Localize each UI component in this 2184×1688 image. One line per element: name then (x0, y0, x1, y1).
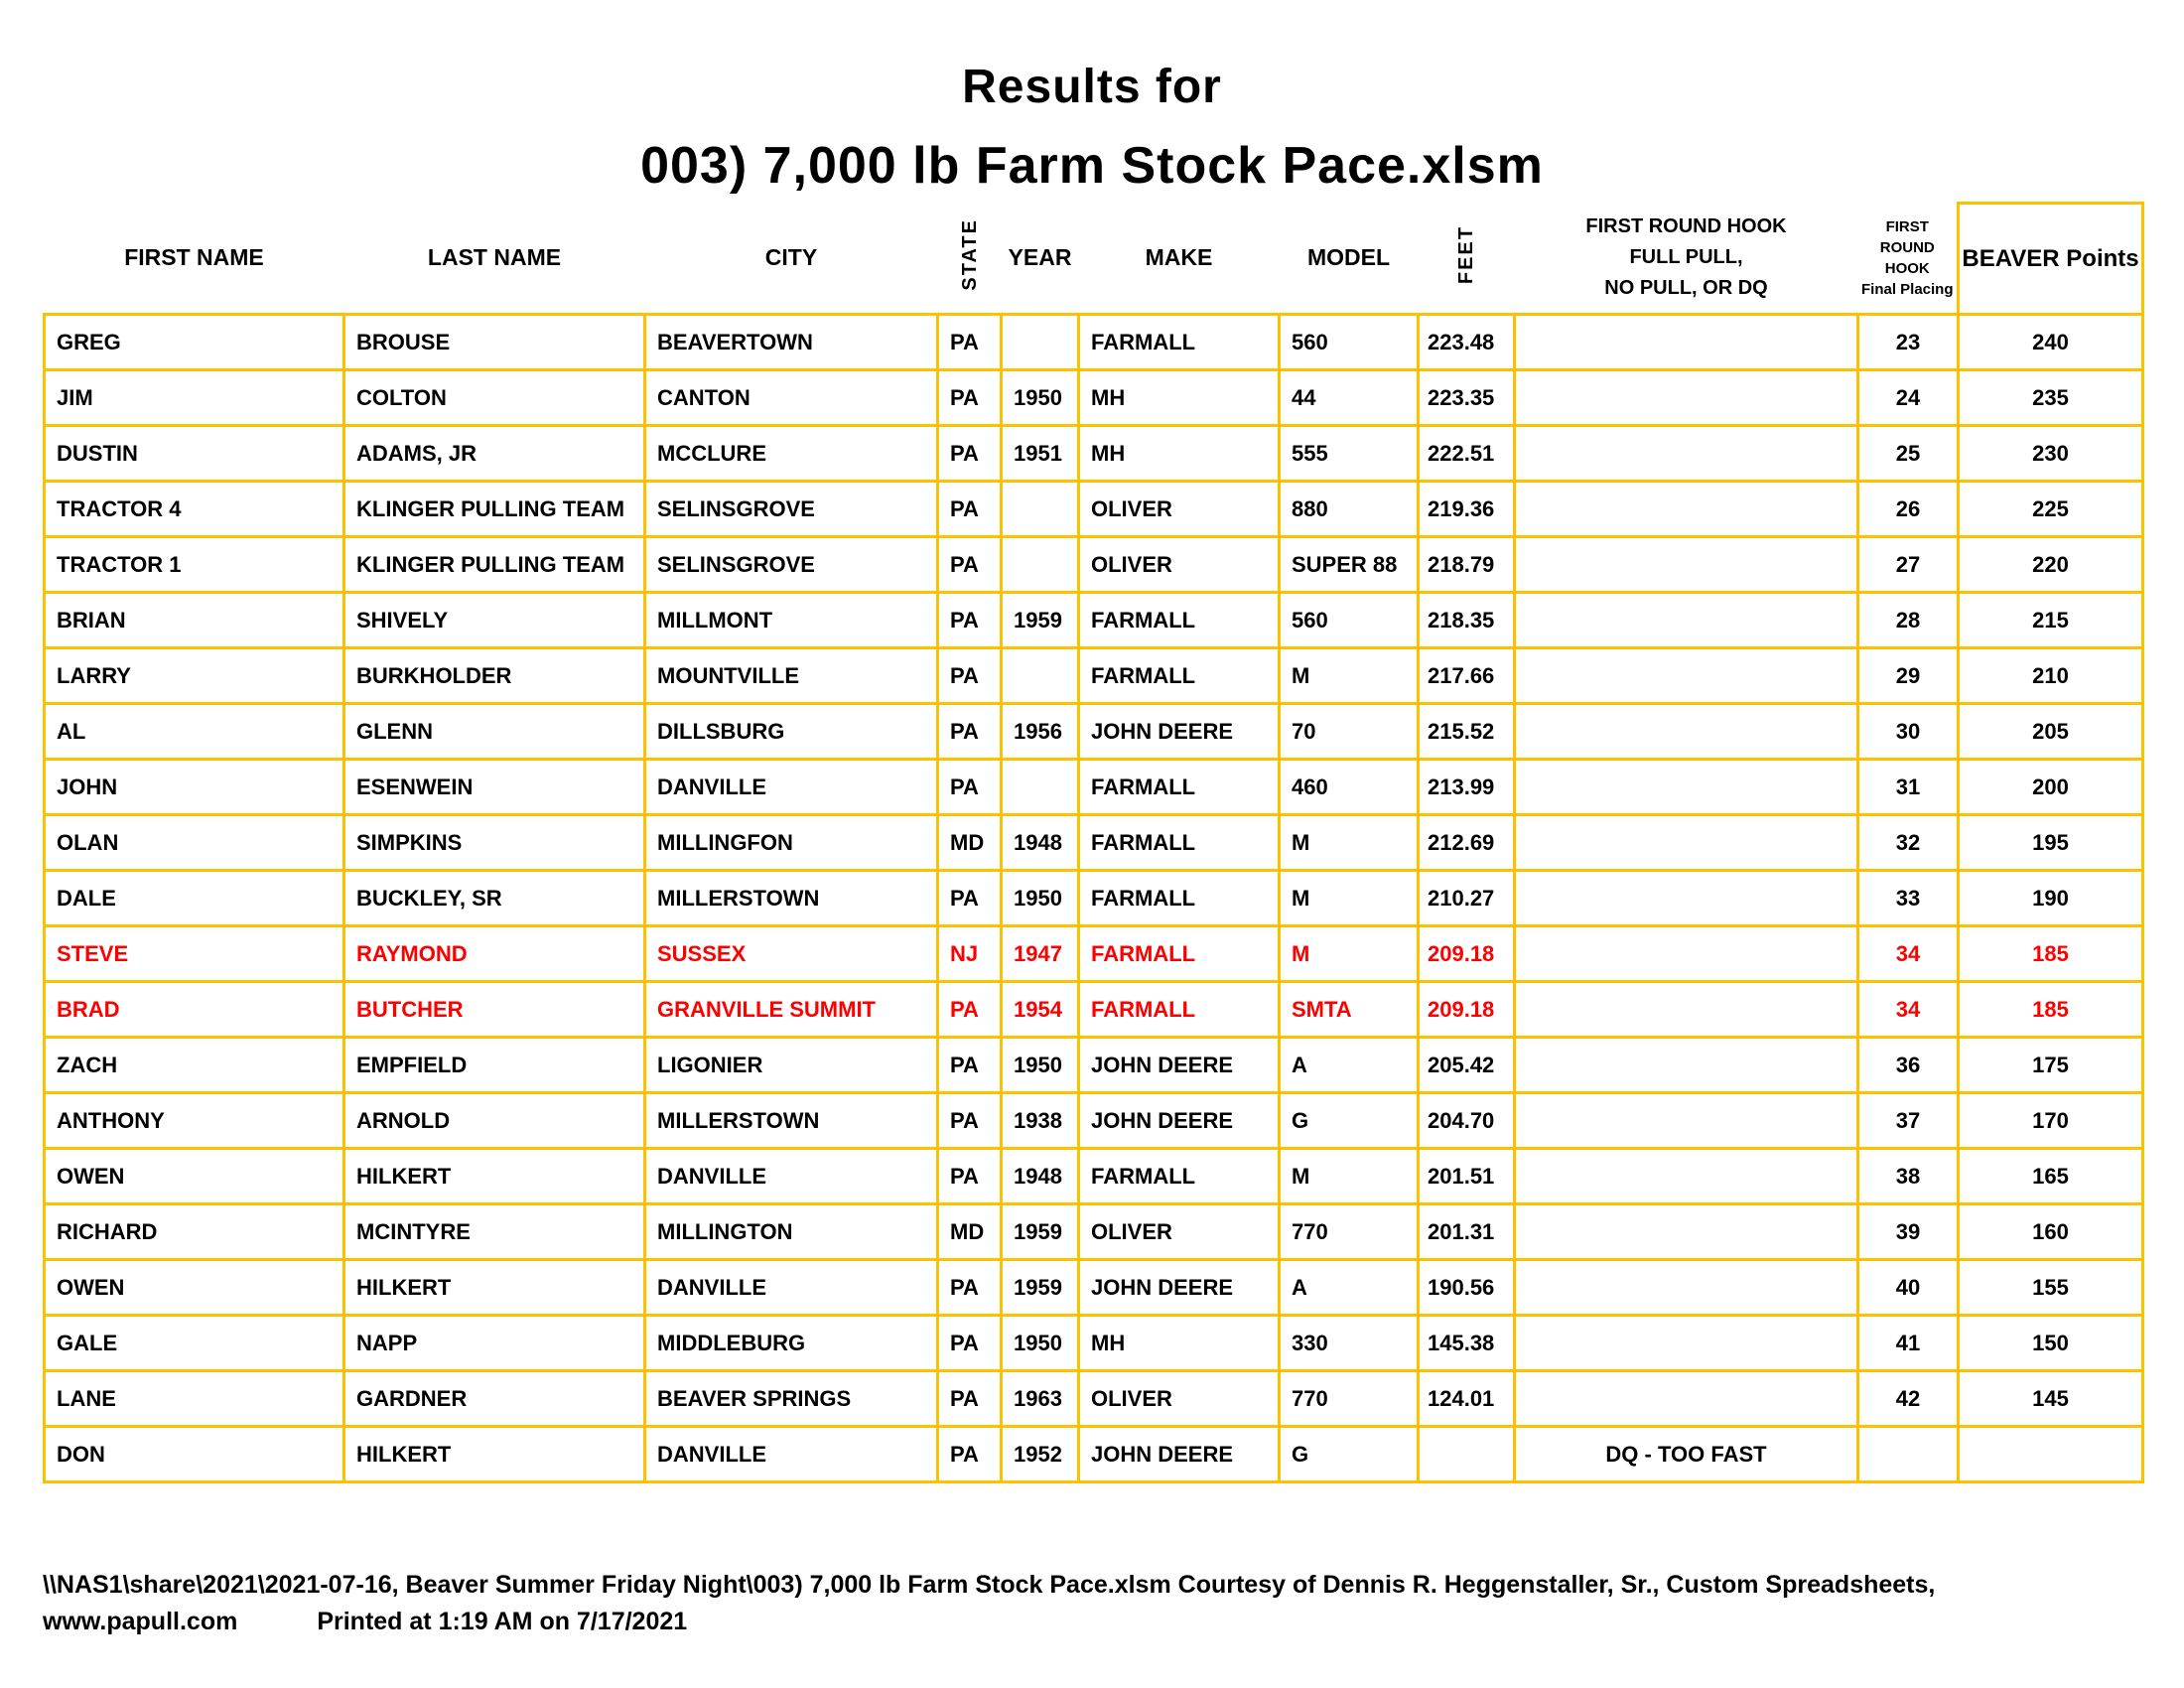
cell-hook-result (1515, 704, 1858, 760)
cell-hook-result (1515, 760, 1858, 815)
cell-state: PA (938, 982, 1002, 1038)
cell-year: 1950 (1002, 1038, 1079, 1093)
cell-beaver-points: 145 (1959, 1371, 2143, 1427)
cell-last-name: BURKHOLDER (344, 648, 645, 704)
cell-make: FARMALL (1079, 982, 1280, 1038)
cell-last-name: ADAMS, JR (344, 426, 645, 482)
cell-first-name: DUSTIN (45, 426, 344, 482)
cell-make: JOHN DEERE (1079, 704, 1280, 760)
cell-last-name: ARNOLD (344, 1093, 645, 1149)
col-header-make: MAKE (1145, 244, 1213, 271)
cell-model: G (1280, 1093, 1419, 1149)
cell-year: 1948 (1002, 1149, 1079, 1204)
cell-beaver-points: 195 (1959, 815, 2143, 871)
cell-city: MILLINGTON (645, 1204, 938, 1260)
cell-final-placing: 38 (1858, 1149, 1959, 1204)
cell-first-name: OLAN (45, 815, 344, 871)
cell-last-name: BROUSE (344, 315, 645, 370)
cell-final-placing: 36 (1858, 1038, 1959, 1093)
cell-hook-result (1515, 871, 1858, 926)
cell-beaver-points: 210 (1959, 648, 2143, 704)
cell-first-name: ANTHONY (45, 1093, 344, 1149)
cell-beaver-points: 185 (1959, 982, 2143, 1038)
cell-feet: 217.66 (1419, 648, 1515, 704)
cell-model: A (1280, 1038, 1419, 1093)
cell-city: LIGONIER (645, 1038, 938, 1093)
cell-make: OLIVER (1079, 1204, 1280, 1260)
cell-last-name: SIMPKINS (344, 815, 645, 871)
cell-hook-result (1515, 482, 1858, 537)
cell-year (1002, 482, 1079, 537)
cell-make: OLIVER (1079, 1371, 1280, 1427)
cell-feet: 215.52 (1419, 704, 1515, 760)
cell-model: 555 (1280, 426, 1419, 482)
cell-model: SMTA (1280, 982, 1419, 1038)
cell-make: FARMALL (1079, 760, 1280, 815)
cell-state: PA (938, 648, 1002, 704)
cell-feet: 210.27 (1419, 871, 1515, 926)
cell-state: NJ (938, 926, 1002, 982)
cell-year: 1951 (1002, 426, 1079, 482)
cell-year: 1952 (1002, 1427, 1079, 1482)
cell-beaver-points: 240 (1959, 315, 2143, 370)
cell-city: CANTON (645, 370, 938, 426)
cell-model: 560 (1280, 593, 1419, 648)
cell-state: PA (938, 482, 1002, 537)
cell-city: DILLSBURG (645, 704, 938, 760)
cell-city: MILLMONT (645, 593, 938, 648)
cell-city: SELINSGROVE (645, 537, 938, 593)
cell-last-name: NAPP (344, 1316, 645, 1371)
table-row (45, 982, 2143, 1038)
cell-feet: 223.48 (1419, 315, 1515, 370)
cell-model: 770 (1280, 1204, 1419, 1260)
cell-feet: 219.36 (1419, 482, 1515, 537)
cell-model: 880 (1280, 482, 1419, 537)
col-header-feet-label: FEET (1455, 225, 1477, 285)
table-row (45, 315, 2143, 370)
cell-year: 1950 (1002, 1316, 1079, 1371)
cell-model: G (1280, 1427, 1419, 1482)
cell-hook-result (1515, 1093, 1858, 1149)
cell-first-name: LARRY (45, 648, 344, 704)
cell-beaver-points: 185 (1959, 926, 2143, 982)
cell-first-name: JIM (45, 370, 344, 426)
cell-beaver-points: 225 (1959, 482, 2143, 537)
footer-website: www.papull.com (43, 1608, 238, 1635)
cell-last-name: KLINGER PULLING TEAM (344, 537, 645, 593)
cell-city: DANVILLE (645, 1260, 938, 1316)
cell-state: PA (938, 760, 1002, 815)
cell-state: PA (938, 426, 1002, 482)
cell-state: PA (938, 1038, 1002, 1093)
cell-feet: 212.69 (1419, 815, 1515, 871)
cell-beaver-points: 160 (1959, 1204, 2143, 1260)
cell-hook-result (1515, 648, 1858, 704)
cell-hook-result (1515, 1204, 1858, 1260)
cell-final-placing: 34 (1858, 982, 1959, 1038)
cell-hook-result (1515, 537, 1858, 593)
cell-model: 330 (1280, 1316, 1419, 1371)
cell-year: 1959 (1002, 1260, 1079, 1316)
cell-year: 1963 (1002, 1371, 1079, 1427)
col-header-city: CITY (764, 244, 818, 271)
cell-first-name: OWEN (45, 1149, 344, 1204)
cell-beaver-points: 170 (1959, 1093, 2143, 1149)
cell-model: 460 (1280, 760, 1419, 815)
cell-beaver-points: 230 (1959, 426, 2143, 482)
cell-last-name: HILKERT (344, 1260, 645, 1316)
cell-city: GRANVILLE SUMMIT (645, 982, 938, 1038)
cell-hook-result (1515, 1316, 1858, 1371)
cell-city: MILLERSTOWN (645, 871, 938, 926)
cell-city: MILLERSTOWN (645, 1093, 938, 1149)
hook-header-line-2: FULL PULL, (1629, 246, 1743, 269)
cell-first-name: RICHARD (45, 1204, 344, 1260)
page-title: Results for (962, 61, 1222, 113)
cell-final-placing: 42 (1858, 1371, 1959, 1427)
cell-last-name: BUCKLEY, SR (344, 871, 645, 926)
cell-first-name: TRACTOR 1 (45, 537, 344, 593)
cell-feet: 218.79 (1419, 537, 1515, 593)
cell-last-name: HILKERT (344, 1149, 645, 1204)
table-row (45, 815, 2143, 871)
table-row (45, 871, 2143, 926)
cell-final-placing: 23 (1858, 315, 1959, 370)
cell-final-placing: 34 (1858, 926, 1959, 982)
cell-last-name: GARDNER (344, 1371, 645, 1427)
col-header-state-label: STATE (958, 218, 981, 292)
table-row (45, 1038, 2143, 1093)
cell-first-name: JOHN (45, 760, 344, 815)
col-header-first-round-hook (1515, 204, 1858, 315)
cell-beaver-points: 200 (1959, 760, 2143, 815)
file-title: 003) 7,000 lb Farm Stock Pace.xlsm (640, 137, 1544, 195)
cell-beaver-points: 215 (1959, 593, 2143, 648)
cell-first-name: BRAD (45, 982, 344, 1038)
cell-model: A (1280, 1260, 1419, 1316)
table-row (45, 1149, 2143, 1204)
cell-make: OLIVER (1079, 482, 1280, 537)
cell-year: 1938 (1002, 1093, 1079, 1149)
cell-year: 1947 (1002, 926, 1079, 982)
cell-final-placing: 26 (1858, 482, 1959, 537)
cell-city: DANVILLE (645, 1149, 938, 1204)
cell-hook-result (1515, 593, 1858, 648)
cell-last-name: COLTON (344, 370, 645, 426)
hook-header-line-1: FIRST ROUND HOOK (1585, 215, 1787, 238)
col-header-feet (1419, 204, 1515, 315)
results-table (43, 202, 2144, 1483)
placing-header-line-3: Final Placing (1860, 280, 1954, 298)
cell-first-name: LANE (45, 1371, 344, 1427)
cell-make: JOHN DEERE (1079, 1427, 1280, 1482)
cell-model: SUPER 88 (1280, 537, 1419, 593)
cell-hook-result (1515, 370, 1858, 426)
cell-first-name: TRACTOR 4 (45, 482, 344, 537)
cell-model: 560 (1280, 315, 1419, 370)
cell-year (1002, 648, 1079, 704)
footer-printed-timestamp: Printed at 1:19 AM on 7/17/2021 (317, 1608, 688, 1635)
cell-year: 1950 (1002, 871, 1079, 926)
cell-last-name: HILKERT (344, 1427, 645, 1482)
cell-final-placing: 33 (1858, 871, 1959, 926)
col-header-last-name: LAST NAME (427, 244, 562, 271)
cell-beaver-points (1959, 1427, 2143, 1482)
cell-make: FARMALL (1079, 815, 1280, 871)
cell-make: MH (1079, 370, 1280, 426)
cell-first-name: GREG (45, 315, 344, 370)
table-row (45, 1260, 2143, 1316)
cell-feet: 124.01 (1419, 1371, 1515, 1427)
cell-state: PA (938, 593, 1002, 648)
cell-year (1002, 537, 1079, 593)
cell-first-name: GALE (45, 1316, 344, 1371)
cell-state: PA (938, 1149, 1002, 1204)
cell-feet: 209.18 (1419, 926, 1515, 982)
cell-beaver-points: 155 (1959, 1260, 2143, 1316)
cell-make: MH (1079, 426, 1280, 482)
cell-make: JOHN DEERE (1079, 1093, 1280, 1149)
table-row (45, 704, 2143, 760)
table-row (45, 593, 2143, 648)
cell-city: SELINSGROVE (645, 482, 938, 537)
cell-hook-result (1515, 815, 1858, 871)
cell-state: MD (938, 1204, 1002, 1260)
cell-model: M (1280, 926, 1419, 982)
cell-hook-result (1515, 1260, 1858, 1316)
cell-final-placing: 25 (1858, 426, 1959, 482)
cell-make: JOHN DEERE (1079, 1260, 1280, 1316)
cell-feet (1419, 1427, 1515, 1482)
cell-last-name: GLENN (344, 704, 645, 760)
cell-hook-result (1515, 426, 1858, 482)
cell-make: JOHN DEERE (1079, 1038, 1280, 1093)
cell-last-name: KLINGER PULLING TEAM (344, 482, 645, 537)
cell-make: FARMALL (1079, 926, 1280, 982)
cell-city: MIDDLEBURG (645, 1316, 938, 1371)
cell-make: FARMALL (1079, 648, 1280, 704)
cell-year: 1954 (1002, 982, 1079, 1038)
cell-city: SUSSEX (645, 926, 938, 982)
cell-city: MOUNTVILLE (645, 648, 938, 704)
cell-state: MD (938, 815, 1002, 871)
cell-city: BEAVER SPRINGS (645, 1371, 938, 1427)
cell-make: FARMALL (1079, 871, 1280, 926)
cell-last-name: EMPFIELD (344, 1038, 645, 1093)
header-row (45, 204, 2143, 315)
col-header-state (938, 204, 1002, 315)
table-row (45, 648, 2143, 704)
cell-beaver-points: 235 (1959, 370, 2143, 426)
cell-model: M (1280, 815, 1419, 871)
footer (43, 1567, 2184, 1640)
table-row (45, 1316, 2143, 1371)
cell-hook-result (1515, 1038, 1858, 1093)
cell-final-placing: 39 (1858, 1204, 1959, 1260)
cell-year (1002, 760, 1079, 815)
cell-final-placing: 32 (1858, 815, 1959, 871)
cell-hook-result: DQ - TOO FAST (1515, 1427, 1858, 1482)
cell-state: PA (938, 1316, 1002, 1371)
col-header-year: YEAR (1008, 244, 1072, 271)
cell-model: 70 (1280, 704, 1419, 760)
cell-state: PA (938, 1427, 1002, 1482)
cell-last-name: RAYMOND (344, 926, 645, 982)
cell-state: PA (938, 871, 1002, 926)
cell-model: M (1280, 1149, 1419, 1204)
table-row (45, 760, 2143, 815)
cell-final-placing: 28 (1858, 593, 1959, 648)
cell-state: PA (938, 537, 1002, 593)
cell-final-placing: 41 (1858, 1316, 1959, 1371)
placing-header-line-1: FIRST ROUND (1879, 217, 1935, 256)
cell-first-name: AL (45, 704, 344, 760)
table-row (45, 482, 2143, 537)
cell-state: PA (938, 1260, 1002, 1316)
cell-hook-result (1515, 1371, 1858, 1427)
cell-city: DANVILLE (645, 1427, 938, 1482)
cell-beaver-points: 165 (1959, 1149, 2143, 1204)
cell-beaver-points: 190 (1959, 871, 2143, 926)
cell-first-name: STEVE (45, 926, 344, 982)
cell-feet: 209.18 (1419, 982, 1515, 1038)
cell-final-placing: 37 (1858, 1093, 1959, 1149)
cell-city: MILLINGFON (645, 815, 938, 871)
cell-last-name: MCINTYRE (344, 1204, 645, 1260)
cell-make: MH (1079, 1316, 1280, 1371)
cell-make: FARMALL (1079, 315, 1280, 370)
cell-state: PA (938, 1371, 1002, 1427)
table-row (45, 1204, 2143, 1260)
cell-year: 1956 (1002, 704, 1079, 760)
cell-beaver-points: 175 (1959, 1038, 2143, 1093)
cell-city: MCCLURE (645, 426, 938, 482)
cell-last-name: ESENWEIN (344, 760, 645, 815)
table-row (45, 926, 2143, 982)
cell-feet: 201.51 (1419, 1149, 1515, 1204)
cell-final-placing: 29 (1858, 648, 1959, 704)
cell-hook-result (1515, 926, 1858, 982)
cell-model: M (1280, 871, 1419, 926)
cell-last-name: BUTCHER (344, 982, 645, 1038)
cell-beaver-points: 220 (1959, 537, 2143, 593)
cell-first-name: OWEN (45, 1260, 344, 1316)
col-header-beaver-points: BEAVER Points (1959, 204, 2143, 315)
cell-feet: 213.99 (1419, 760, 1515, 815)
cell-feet: 201.31 (1419, 1204, 1515, 1260)
hook-header-line-3: NO PULL, OR DQ (1604, 277, 1768, 300)
cell-feet: 222.51 (1419, 426, 1515, 482)
cell-model: M (1280, 648, 1419, 704)
cell-year (1002, 315, 1079, 370)
table-row (45, 1427, 2143, 1482)
cell-feet: 204.70 (1419, 1093, 1515, 1149)
cell-hook-result (1515, 1149, 1858, 1204)
cell-beaver-points: 150 (1959, 1316, 2143, 1371)
cell-feet: 145.38 (1419, 1316, 1515, 1371)
cell-hook-result (1515, 982, 1858, 1038)
cell-first-name: DALE (45, 871, 344, 926)
cell-make: FARMALL (1079, 593, 1280, 648)
cell-city: BEAVERTOWN (645, 315, 938, 370)
cell-model: 770 (1280, 1371, 1419, 1427)
col-header-final-placing (1858, 204, 1959, 315)
cell-city: DANVILLE (645, 760, 938, 815)
cell-final-placing (1858, 1427, 1959, 1482)
cell-feet: 218.35 (1419, 593, 1515, 648)
cell-final-placing: 40 (1858, 1260, 1959, 1316)
cell-year: 1959 (1002, 1204, 1079, 1260)
cell-year: 1950 (1002, 370, 1079, 426)
cell-final-placing: 30 (1858, 704, 1959, 760)
table-row (45, 370, 2143, 426)
cell-make: FARMALL (1079, 1149, 1280, 1204)
footer-file-path: \\NAS1\share\2021\2021-07-16, Beaver Summer Friday Night\003) 7,000 lb Farm Stock Pace.xlsm Courtesy of Dennis R. Heggenstaller, Sr., Custom Spreadsheets, (43, 1571, 1936, 1599)
table-row (45, 1371, 2143, 1427)
placing-header-line-2: HOOK (1884, 259, 1930, 277)
cell-state: PA (938, 315, 1002, 370)
table-row (45, 537, 2143, 593)
cell-make: OLIVER (1079, 537, 1280, 593)
col-header-first-name: FIRST NAME (124, 244, 264, 271)
cell-year: 1948 (1002, 815, 1079, 871)
cell-state: PA (938, 370, 1002, 426)
cell-feet: 205.42 (1419, 1038, 1515, 1093)
col-header-model: MODEL (1306, 244, 1391, 271)
cell-final-placing: 31 (1858, 760, 1959, 815)
cell-hook-result (1515, 315, 1858, 370)
cell-feet: 223.35 (1419, 370, 1515, 426)
table-row (45, 426, 2143, 482)
cell-state: PA (938, 704, 1002, 760)
cell-first-name: ZACH (45, 1038, 344, 1093)
cell-state: PA (938, 1093, 1002, 1149)
cell-first-name: BRIAN (45, 593, 344, 648)
table-row (45, 1093, 2143, 1149)
cell-final-placing: 24 (1858, 370, 1959, 426)
cell-year: 1959 (1002, 593, 1079, 648)
cell-model: 44 (1280, 370, 1419, 426)
cell-first-name: DON (45, 1427, 344, 1482)
cell-last-name: SHIVELY (344, 593, 645, 648)
cell-feet: 190.56 (1419, 1260, 1515, 1316)
cell-beaver-points: 205 (1959, 704, 2143, 760)
cell-final-placing: 27 (1858, 537, 1959, 593)
